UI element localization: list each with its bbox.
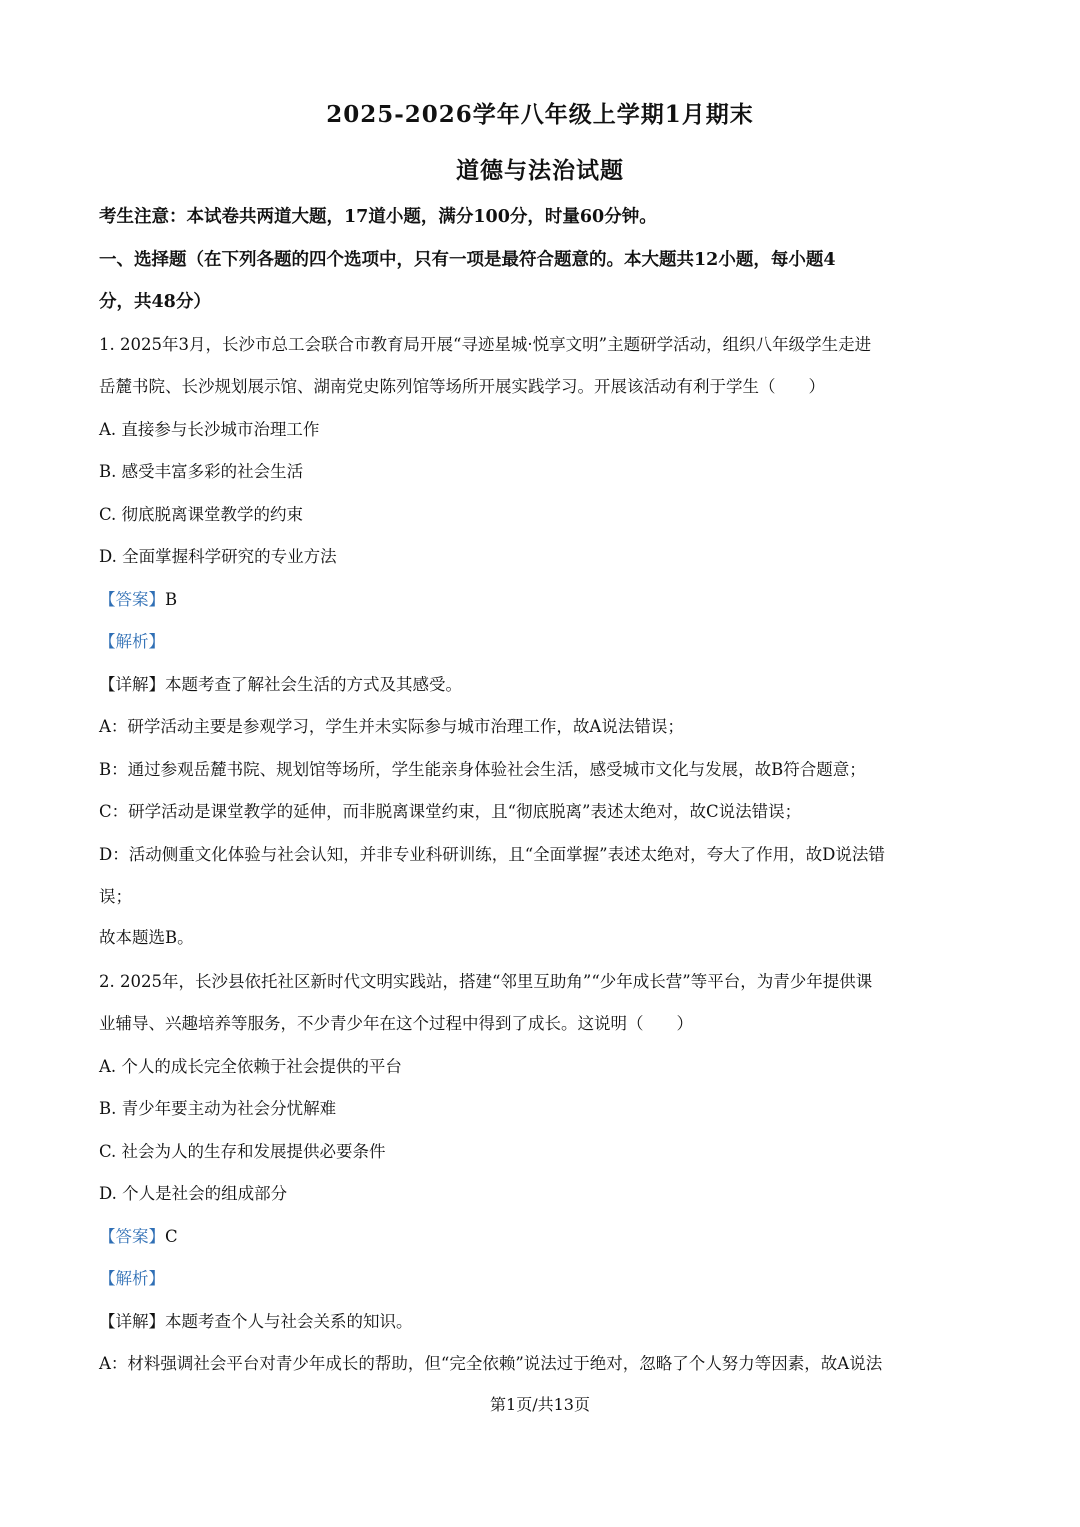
q1-answer-label: 【答案】 (99, 590, 165, 609)
exam-subtitle: 道德与法治试题 (456, 157, 624, 184)
q1-explanation-c: C：研学活动是课堂教学的延伸，而非脱离课堂约束，且“彻底脱离”表述太绝对，故C说法错误； (99, 802, 802, 821)
q2-option-a: A. 个人的成长完全依赖于社会提供的平台 (99, 1057, 402, 1076)
q2-explanation-a: A：材料强调社会平台对青少年成长的帮助，但“完全依赖”说法过于绝对，忽略了个人努力等因素，故A说法 (99, 1354, 883, 1373)
exam-notice: 考生注意：本试卷共两道大题，17道小题，满分100分，时量60分钟。 (99, 207, 657, 227)
q2-detail-intro: 本题考查个人与社会关系的知识。 (165, 1312, 413, 1331)
q2-answer-value: C (165, 1227, 178, 1246)
page-number: 第1页/共13页 (490, 1395, 590, 1414)
q1-stem-line1: 1. 2025年3月，长沙市总工会联合市教育局开展“寻迹星城·悦享文明”主题研学活动，组织八年级学生走进 (99, 335, 872, 354)
q1-conclusion: 故本题选B。 (99, 928, 194, 947)
section-heading-line2: 分，共48分） (99, 292, 211, 312)
exam-title: 2025-2026学年八年级上学期1月期末 (326, 101, 754, 128)
section-heading-line1: 一、选择题（在下列各题的四个选项中，只有一项是最符合题意的。本大题共12小题，每小题4 (99, 250, 836, 270)
q2-detail-label: 【详解】 (99, 1312, 165, 1331)
q1-option-d: D. 全面掌握科学研究的专业方法 (99, 547, 337, 566)
q1-answer (99, 589, 989, 611)
q1-option-c: C. 彻底脱离课堂教学的约束 (99, 505, 304, 524)
q1-option-b: B. 感受丰富多彩的社会生活 (99, 462, 304, 481)
q2-stem-line1: 2. 2025年，长沙县依托社区新时代文明实践站，搭建“邻里互助角”“少年成长营”等平台，为青少年提供课 (99, 972, 873, 991)
q1-explanation-d-line2: 误； (99, 887, 132, 906)
q2-option-d: D. 个人是社会的组成部分 (99, 1184, 288, 1203)
q2-option-b: B. 青少年要主动为社会分忧解难 (99, 1099, 337, 1118)
q2-detail (99, 1311, 989, 1333)
q1-explanation-b: B：通过参观岳麓书院、规划馆等场所，学生能亲身体验社会生活，感受城市文化与发展，故B符合题意； (99, 760, 866, 779)
q2-stem-line2: 业辅导、兴趣培养等服务，不少青少年在这个过程中得到了成长。这说明（ ） (99, 1014, 693, 1033)
q1-analysis-label: 【解析】 (99, 632, 165, 651)
q1-stem-line2: 岳麓书院、长沙规划展示馆、湖南党史陈列馆等场所开展实践学习。开展该活动有利于学生（ ） (99, 377, 825, 396)
q2-analysis-label: 【解析】 (99, 1269, 165, 1288)
q2-answer (99, 1226, 989, 1248)
q1-detail-label: 【详解】 (99, 675, 165, 694)
q1-detail (99, 674, 989, 696)
q2-answer-label: 【答案】 (99, 1227, 165, 1246)
q2-option-c: C. 社会为人的生存和发展提供必要条件 (99, 1142, 386, 1161)
q1-explanation-d-line1: D：活动侧重文化体验与社会认知，并非专业科研训练，且“全面掌握”表述太绝对，夸大了作用，故D说法错 (99, 845, 885, 864)
q1-explanation-a: A：研学活动主要是参观学习，学生并未实际参与城市治理工作，故A说法错误； (99, 717, 684, 736)
q1-answer-value: B (165, 590, 178, 609)
q1-option-a: A. 直接参与长沙城市治理工作 (99, 420, 320, 439)
q1-detail-intro: 本题考查了解社会生活的方式及其感受。 (165, 675, 462, 694)
